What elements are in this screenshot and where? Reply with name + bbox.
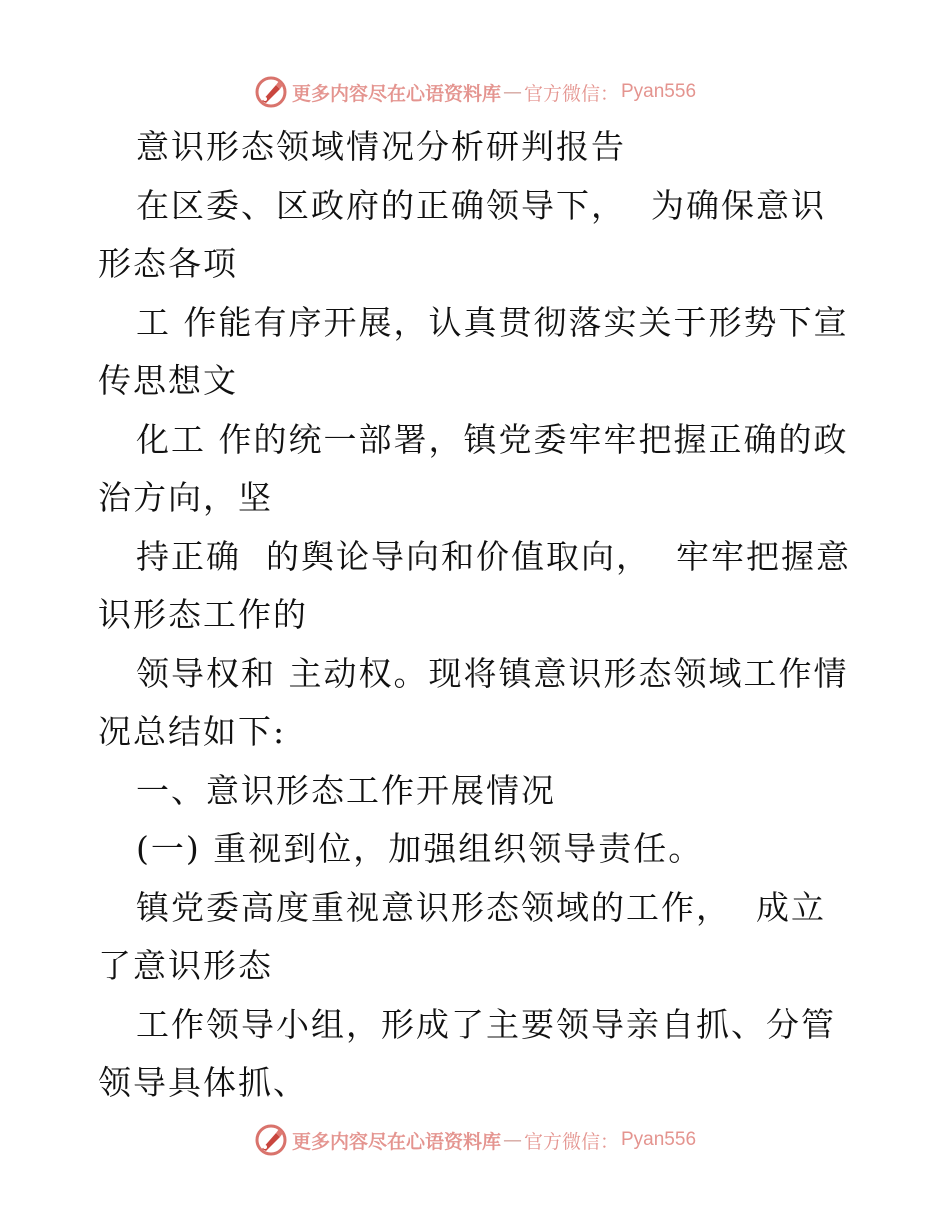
paragraph-4: 持正确 的舆论导向和价值取向， 牢牢把握意识形态工作的 bbox=[98, 536, 851, 634]
document-title: 意识形态领域情况分析研判报告 bbox=[136, 127, 626, 166]
watermark-text: 更多内容尽在心语资料库 bbox=[291, 1130, 501, 1153]
paragraph-3: 化工 作的统一部署，镇党委牢牢把握正确的政治方向，坚 bbox=[98, 419, 849, 517]
watermark-header bbox=[0, 72, 950, 112]
watermark-label: 官方微信： bbox=[523, 1130, 619, 1153]
paragraph-2: 工 作能有序开展，认真贯彻落实关于形势下宣传思想文 bbox=[98, 302, 849, 400]
section-heading: 一、意识形态工作开展情况 bbox=[136, 770, 556, 810]
paragraph-1: 在区委、区政府的正确领导下， 为确保意识形态各项 bbox=[98, 185, 826, 283]
watermark-text: 更多内容尽在心语资料库 bbox=[291, 82, 501, 105]
watermark-separator: — bbox=[502, 1129, 522, 1151]
watermark-separator: — bbox=[502, 81, 522, 103]
pen-circle-logo-icon bbox=[254, 1123, 288, 1157]
document-body bbox=[98, 118, 858, 1113]
paragraph-7: 工作领导小组，形成了主要领导亲自抓、分管领导具体抓、 bbox=[98, 1004, 836, 1102]
pen-circle-logo-icon bbox=[254, 75, 288, 109]
paragraph-5: 领导权和 主动权。现将镇意识形态领域工作情况总结如下: bbox=[98, 653, 849, 751]
watermark-id: Pyan556 bbox=[621, 1129, 697, 1150]
watermark-id: Pyan556 bbox=[621, 81, 697, 102]
watermark-footer bbox=[0, 1120, 950, 1160]
watermark-label: 官方微信： bbox=[523, 82, 619, 105]
paragraph-6: 镇党委高度重视意识形态领域的工作， 成立了意识形态 bbox=[98, 887, 826, 985]
subsection-heading: (一) 重视到位，加强组织领导责任。 bbox=[136, 829, 704, 868]
